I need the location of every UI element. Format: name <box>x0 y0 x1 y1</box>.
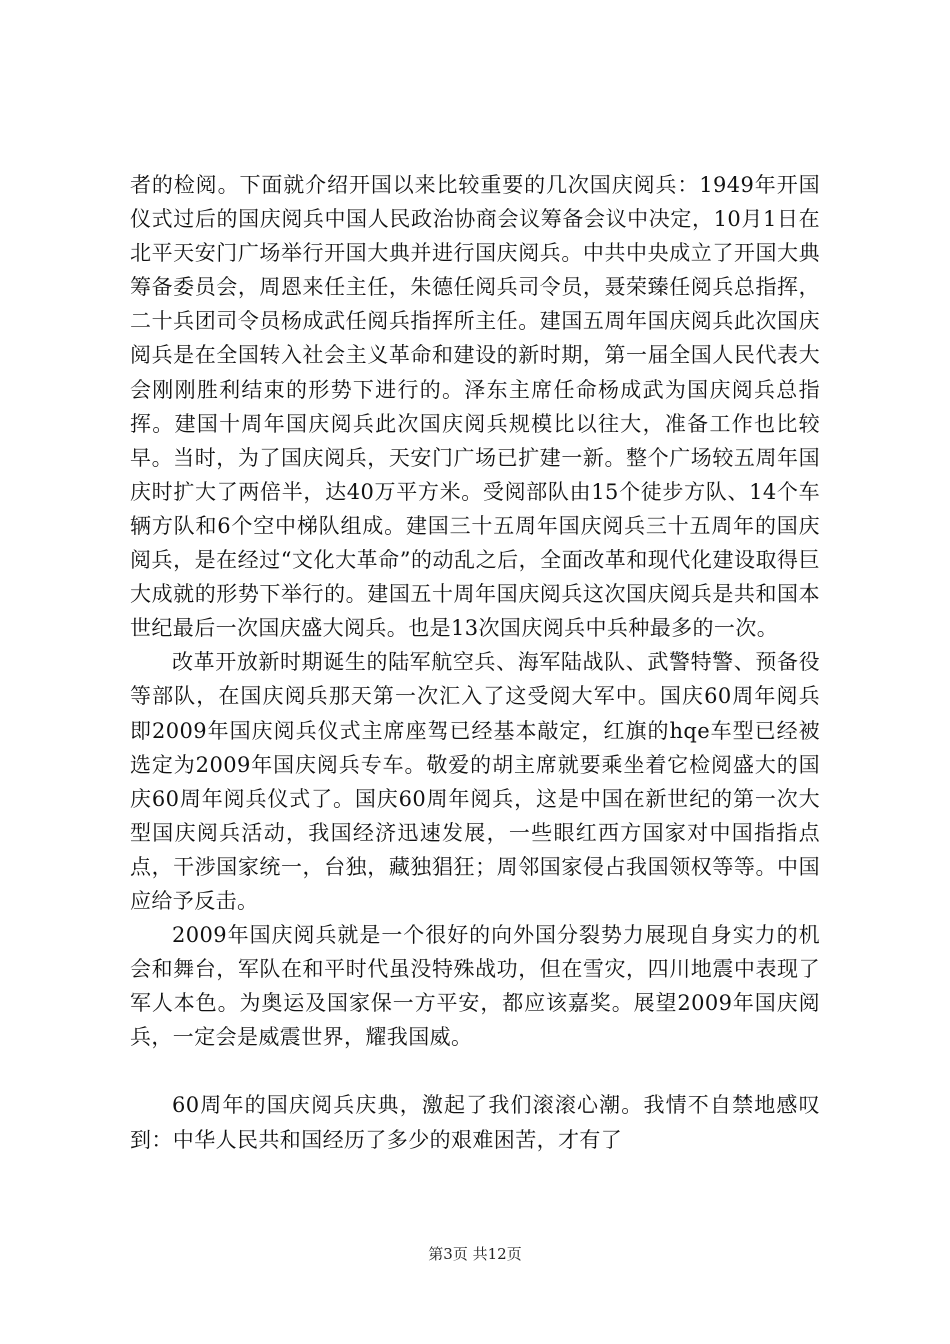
paragraph-2: 改革开放新时期诞生的陆军航空兵、海军陆战队、武警特警、预备役等部队，在国庆阅兵那天第一次汇入了这受阅大军中。国庆60周年阅兵即2009年国庆阅兵仪式主席座驾已经基本敲定，红旗的hqe车型已经被选定为2009年国庆阅兵专车。敬爱的胡主席就要乘坐着它检阅盛大的国庆60周年阅兵仪式了。国庆60周年阅兵，这是中国在新世纪的第一次大型国庆阅兵活动，我国经济迅速发展，一些眼红西方国家对中国指指点点，干涉国家统一，台独，藏独猖狂；周邻国家侵占我国领权等等。中国应给予反击。 <box>130 650 820 913</box>
page-number-footer: 第3页 共12页 <box>428 1245 522 1263</box>
document-body <box>130 168 820 1157</box>
paragraph-4: 60周年的国庆阅兵庆典，激起了我们滚滚心潮。我情不自禁地感叹到：中华人民共和国经历了多少的艰难困苦，才有了 <box>130 1093 820 1152</box>
paragraph-3: 2009年国庆阅兵就是一个很好的向外国分裂势力展现自身实力的机会和舞台，军队在和平时代虽没特殊战功，但在雪灾，四川地震中表现了军人本色。为奥运及国家保一方平安，都应该嘉奖。展望2009年国庆阅兵，一定会是威震世界，耀我国威。 <box>130 923 820 1050</box>
paragraph-1: 者的检阅。下面就介绍开国以来比较重要的几次国庆阅兵：1949年开国仪式过后的国庆阅兵中国人民政治协商会议筹备会议中决定，10月1日在北平天安门广场举行开国大典并进行国庆阅兵。中共中央成立了开国大典筹备委员会，周恩来任主任，朱德任阅兵司令员，聂荣臻任阅兵总指挥，二十兵团司令员杨成武任阅兵指挥所主任。建国五周年国庆阅兵此次国庆阅兵是在全国转入社会主义革命和建设的新时期，第一届全国人民代表大会刚刚胜利结束的形势下进行的。泽东主席任命杨成武为国庆阅兵总指挥。建国十周年国庆阅兵此次国庆阅兵规模比以往大，准备工作也比较早。当时，为了国庆阅兵，天安门广场已扩建一新。整个广场较五周年国庆时扩大了两倍半，达40万平方米。受阅部队由15个徒步方队、14个车辆方队和6个空中梯队组成。建国三十五周年国庆阅兵三十五周年的国庆阅兵，是在经过“文化大革命”的动乱之后，全面改革和现代化建设取得巨大成就的形势下举行的。建国五十周年国庆阅兵这次国庆阅兵是共和国本世纪最后一次国庆盛大阅兵。也是13次国庆阅兵中兵种最多的一次。 <box>130 173 820 641</box>
